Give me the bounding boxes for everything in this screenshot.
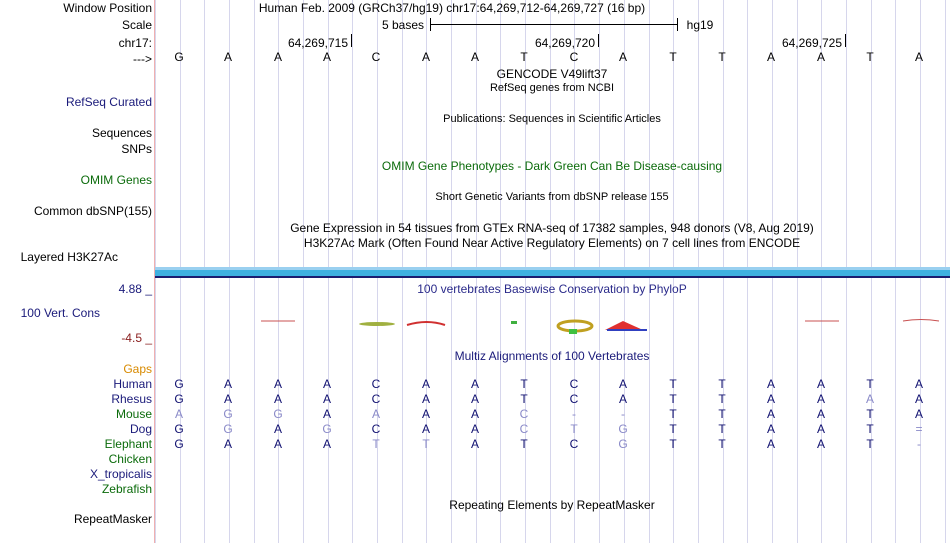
track-label-omim[interactable]: OMIM Genes [80, 173, 152, 187]
alignment-base: C [569, 437, 579, 451]
alignment-base: A [816, 392, 825, 406]
alignment-base: A [766, 437, 775, 451]
alignment-base: A [470, 392, 479, 406]
alignment-base: T [866, 377, 874, 391]
cons-mark [407, 322, 445, 325]
alignment-base: T [669, 407, 677, 421]
alignment-base: T [520, 392, 528, 406]
alignment-base: T [422, 437, 430, 451]
alignment-row [155, 467, 950, 481]
alignment-base: G [273, 407, 283, 421]
alignment-base: T [669, 422, 677, 436]
alignment-base: A [223, 437, 232, 451]
alignment-base: A [223, 377, 232, 391]
reference-base: T [866, 50, 874, 64]
cons-mark [607, 329, 647, 331]
alignment-base: T [866, 437, 874, 451]
scale-left-label: 5 bases [381, 18, 425, 32]
track-title-multiz: Multiz Alignments of 100 Vertebrates [454, 349, 650, 363]
track-label-cons[interactable]: 100 Vert. Cons [20, 306, 100, 320]
alignment-base: A [470, 422, 479, 436]
window-position-label: Window Position [63, 1, 152, 15]
alignment-row [155, 437, 950, 451]
alignment-base: = [915, 422, 923, 436]
alignment-base: A [816, 377, 825, 391]
alignment-base: A [322, 392, 331, 406]
h3k27ac-bar-base [155, 276, 950, 278]
scale-tick-left [430, 18, 431, 31]
species-label[interactable]: Dog [129, 422, 152, 436]
alignment-base: A [273, 377, 282, 391]
alignment-base: G [223, 422, 233, 436]
alignment-base: A [766, 377, 775, 391]
track-title-dbsnp: Short Genetic Variants from dbSNP release 155 [435, 191, 669, 203]
track-title-h3k27ac: H3K27Ac Mark (Often Found Near Active Regulatory Elements) on 7 cell lines from ENCODE [303, 236, 801, 250]
alignment-base: T [669, 392, 677, 406]
scale-label: Scale [121, 18, 152, 32]
alignment-base: T [669, 437, 677, 451]
alignment-base: T [718, 407, 726, 421]
alignment-base: A [273, 392, 282, 406]
alignment-base: A [322, 407, 331, 421]
coord-label: 64,269,715 [287, 36, 348, 50]
alignment-base: C [371, 392, 381, 406]
track-label-refseq[interactable]: RefSeq Curated [65, 95, 152, 109]
track-label-repeatmasker[interactable]: RepeatMasker [73, 512, 152, 526]
alignment-base: - [572, 407, 576, 421]
alignment-base: A [273, 437, 282, 451]
alignment-row [155, 452, 950, 466]
track-title-gtex: Gene Expression in 54 tissues from GTEx RNA-seq of 17382 samples, 948 donors (V8, Aug 2019) [290, 221, 814, 235]
species-label[interactable]: Zebrafish [101, 482, 152, 496]
alignment-base: G [174, 377, 184, 391]
alignment-row [155, 482, 950, 496]
reference-base: A [816, 50, 825, 64]
track-title-refseq: RefSeq genes from NCBI [489, 82, 615, 94]
alignment-base: A [816, 422, 825, 436]
alignment-base: A [618, 392, 627, 406]
track-label-h3k27ac[interactable]: Layered H3K27Ac [20, 250, 118, 264]
scale-right-label: hg19 [686, 18, 714, 32]
alignment-row [155, 392, 950, 406]
alignment-row [155, 422, 950, 436]
reference-base: T [669, 50, 677, 64]
cons-mark [903, 320, 939, 322]
alignment-base: T [718, 437, 726, 451]
alignment-base: A [421, 422, 430, 436]
alignment-base: T [718, 422, 726, 436]
alignment-base: A [914, 407, 923, 421]
track-title-cons: 100 vertebrates Basewise Conservation by PhyloP [417, 282, 687, 296]
chrom-label: chr17: [118, 36, 152, 50]
alignment-base: G [174, 422, 184, 436]
alignment-base: A [421, 392, 430, 406]
alignment-base: T [718, 377, 726, 391]
reference-base: G [174, 50, 184, 64]
alignment-base: A [223, 392, 232, 406]
conservation-svg [155, 310, 950, 350]
alignment-base: A [273, 422, 282, 436]
reference-base: C [569, 50, 579, 64]
cons-mark [605, 321, 643, 330]
alignment-base: G [174, 392, 184, 406]
alignment-base: A [766, 392, 775, 406]
alignment-base: A [816, 437, 825, 451]
reference-base: T [520, 50, 528, 64]
coord-tick [598, 34, 599, 47]
alignment-base: A [371, 407, 380, 421]
reference-base: A [421, 50, 430, 64]
reference-base: T [718, 50, 726, 64]
alignment-base: G [322, 422, 332, 436]
coord-label: 64,269,725 [781, 36, 842, 50]
alignment-base: T [866, 407, 874, 421]
alignment-base: G [223, 407, 233, 421]
alignment-base: T [718, 392, 726, 406]
track-label-dbsnp[interactable]: Common dbSNP(155) [33, 204, 152, 218]
track-area[interactable] [155, 0, 950, 543]
track-title-publications: Publications: Sequences in Scientific Articles [443, 113, 661, 125]
reference-sequence [155, 50, 950, 64]
alignment-base: A [322, 437, 331, 451]
reference-base: A [470, 50, 479, 64]
coord-tick [845, 34, 846, 47]
alignment-base: A [914, 392, 923, 406]
alignment-base: C [371, 377, 381, 391]
alignment-base: C [569, 377, 579, 391]
reference-base: C [371, 50, 381, 64]
alignment-base: - [621, 407, 625, 421]
species-label[interactable]: X_tropicalis [89, 467, 152, 481]
track-title-omim: OMIM Gene Phenotypes - Dark Green Can Be Disease-causing [381, 159, 723, 173]
alignment-base: A [618, 377, 627, 391]
cons-max-value: 4.88 _ [118, 282, 152, 296]
alignment-base: A [470, 377, 479, 391]
alignment-base: A [816, 407, 825, 421]
scale-line [430, 24, 677, 25]
alignment-base: - [917, 437, 921, 451]
alignment-base: G [618, 422, 628, 436]
alignment-base: T [520, 437, 528, 451]
alignment-base: A [421, 407, 430, 421]
reference-base: A [766, 50, 775, 64]
cons-mark [569, 329, 577, 334]
alignment-base: C [569, 392, 579, 406]
alignment-base: A [766, 407, 775, 421]
reference-base: A [322, 50, 331, 64]
track-title-repeatmasker: Repeating Elements by RepeatMasker [449, 498, 655, 512]
alignment-row [155, 407, 950, 421]
reference-base: A [914, 50, 923, 64]
alignment-base: A [470, 437, 479, 451]
cons-mark [359, 322, 395, 326]
alignment-base: A [421, 377, 430, 391]
coord-tick [351, 34, 352, 47]
species-label[interactable]: Elephant [104, 437, 152, 451]
alignment-base: T [570, 422, 578, 436]
alignment-base: G [174, 437, 184, 451]
scale-tick-right [677, 18, 678, 31]
track-label-gaps[interactable]: Gaps [123, 362, 152, 376]
track-label-sequences[interactable]: Sequences [91, 126, 152, 140]
alignment-base: A [865, 392, 874, 406]
alignment-base: T [372, 437, 380, 451]
reference-base: A [618, 50, 627, 64]
alignment-base: C [371, 422, 381, 436]
alignment-base: A [470, 407, 479, 421]
species-label[interactable]: Rhesus [111, 392, 152, 406]
alignment-base: A [322, 377, 331, 391]
coord-label: 64,269,720 [534, 36, 595, 50]
alignment-base: C [519, 407, 529, 421]
alignment-base: A [914, 377, 923, 391]
alignment-base: T [866, 422, 874, 436]
alignment-base: C [519, 422, 529, 436]
alignment-base: T [520, 377, 528, 391]
species-label[interactable]: Chicken [108, 452, 152, 466]
alignment-base: A [174, 407, 183, 421]
alignment-base: A [766, 422, 775, 436]
track-label-column [0, 0, 155, 543]
alignment-row [155, 377, 950, 391]
species-label[interactable]: Mouse [115, 407, 152, 421]
track-title-gencode: GENCODE V49lift37 [496, 67, 608, 81]
cons-mark [511, 321, 517, 324]
strand-label[interactable]: ---> [133, 52, 152, 66]
reference-base: A [273, 50, 282, 64]
alignment-base: G [618, 437, 628, 451]
track-label-snps[interactable]: SNPs [121, 142, 152, 156]
window-position-value: Human Feb. 2009 (GRCh37/hg19) chr17:64,269,712-64,269,727 (16 bp) [258, 1, 646, 15]
species-label[interactable]: Human [113, 377, 152, 391]
alignment-base: T [669, 377, 677, 391]
reference-base: A [223, 50, 232, 64]
cons-min-value: -4.5 _ [121, 331, 152, 345]
